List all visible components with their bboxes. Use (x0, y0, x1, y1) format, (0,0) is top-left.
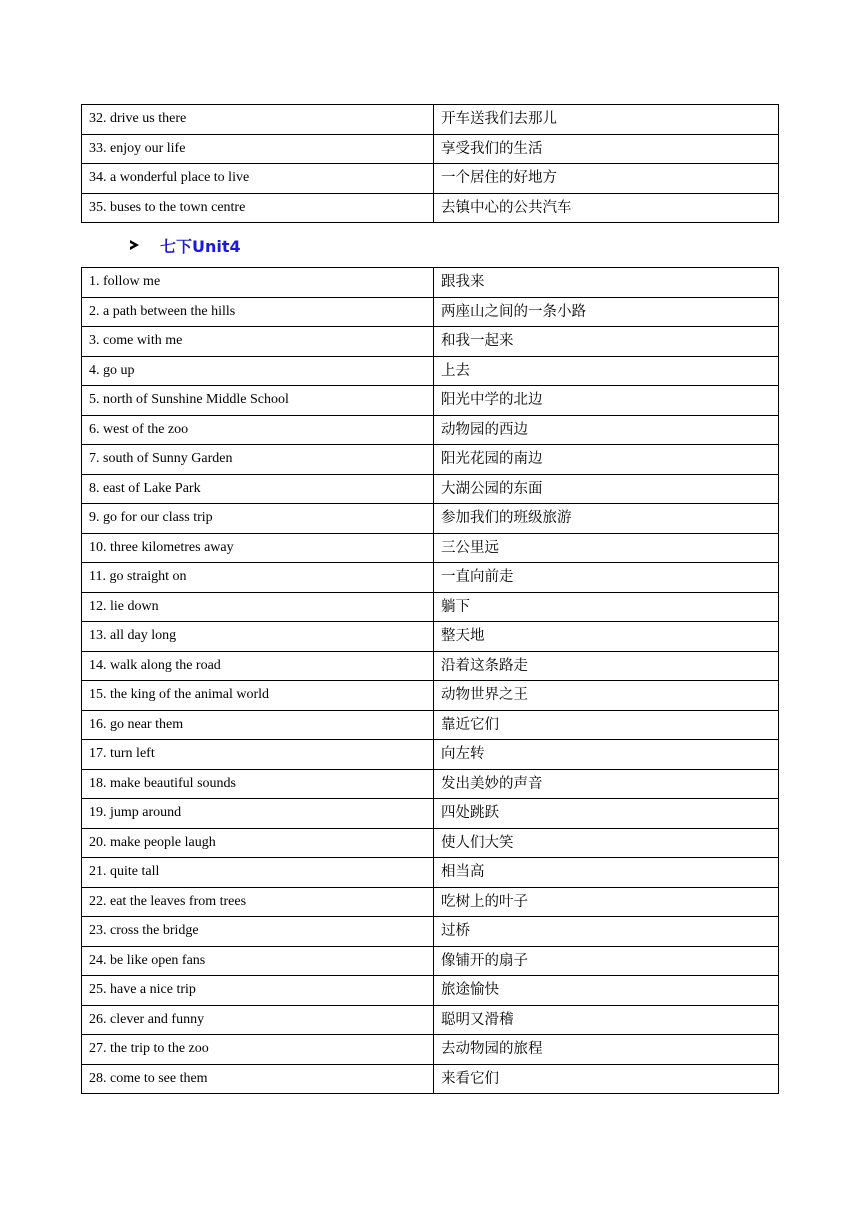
chinese-translation: 发出美妙的声音 (434, 769, 779, 799)
table-row (82, 134, 779, 164)
english-phrase: 15. the king of the animal world (82, 681, 434, 711)
table-row (82, 164, 779, 194)
arrowhead-bullet-icon (130, 240, 139, 250)
chinese-translation: 上去 (434, 356, 779, 386)
chinese-translation: 阳光花园的南边 (434, 445, 779, 475)
chinese-translation: 三公里远 (434, 533, 779, 563)
chinese-translation: 躺下 (434, 592, 779, 622)
table-row (82, 268, 779, 298)
english-phrase: 35. buses to the town centre (82, 193, 434, 223)
english-phrase: 21. quite tall (82, 858, 434, 888)
english-phrase: 33. enjoy our life (82, 134, 434, 164)
english-phrase: 5. north of Sunshine Middle School (82, 386, 434, 416)
english-phrase: 8. east of Lake Park (82, 474, 434, 504)
chinese-translation: 动物园的西边 (434, 415, 779, 445)
chinese-translation: 去镇中心的公共汽车 (434, 193, 779, 223)
chinese-translation: 整天地 (434, 622, 779, 652)
english-phrase: 34. a wonderful place to live (82, 164, 434, 194)
english-phrase: 13. all day long (82, 622, 434, 652)
table-row (82, 297, 779, 327)
table-row (82, 386, 779, 416)
chinese-translation: 一直向前走 (434, 563, 779, 593)
chinese-translation: 参加我们的班级旅游 (434, 504, 779, 534)
table-row (82, 1005, 779, 1035)
chinese-translation: 吃树上的叶子 (434, 887, 779, 917)
chinese-translation: 聪明又滑稽 (434, 1005, 779, 1035)
table-row (82, 946, 779, 976)
english-phrase: 16. go near them (82, 710, 434, 740)
chinese-translation: 动物世界之王 (434, 681, 779, 711)
chinese-translation: 和我一起来 (434, 327, 779, 357)
table-body (82, 268, 779, 1094)
table-row (82, 976, 779, 1006)
chinese-translation: 大湖公园的东面 (434, 474, 779, 504)
table-row (82, 769, 779, 799)
chinese-translation: 开车送我们去那儿 (434, 105, 779, 135)
table-row (82, 799, 779, 829)
english-phrase: 26. clever and funny (82, 1005, 434, 1035)
chinese-translation: 一个居住的好地方 (434, 164, 779, 194)
table-row (82, 710, 779, 740)
english-phrase: 23. cross the bridge (82, 917, 434, 947)
table-row (82, 356, 779, 386)
english-phrase: 1. follow me (82, 268, 434, 298)
chinese-translation: 使人们大笑 (434, 828, 779, 858)
chinese-translation: 旅途愉快 (434, 976, 779, 1006)
table-row (82, 592, 779, 622)
table-row (82, 651, 779, 681)
english-phrase: 12. lie down (82, 592, 434, 622)
chinese-translation: 四处跳跃 (434, 799, 779, 829)
chinese-translation: 享受我们的生活 (434, 134, 779, 164)
table-row (82, 917, 779, 947)
english-phrase: 18. make beautiful sounds (82, 769, 434, 799)
chinese-translation: 跟我来 (434, 268, 779, 298)
english-phrase: 32. drive us there (82, 105, 434, 135)
table-row (82, 740, 779, 770)
table-row (82, 504, 779, 534)
table-row (82, 622, 779, 652)
section-heading (130, 233, 241, 257)
chinese-translation: 过桥 (434, 917, 779, 947)
table-row (82, 445, 779, 475)
english-phrase: 3. come with me (82, 327, 434, 357)
english-phrase: 2. a path between the hills (82, 297, 434, 327)
english-phrase: 11. go straight on (82, 563, 434, 593)
table-row (82, 887, 779, 917)
english-phrase: 9. go for our class trip (82, 504, 434, 534)
vocab-table-unit4 (81, 267, 779, 1094)
chinese-translation: 来看它们 (434, 1064, 779, 1094)
english-phrase: 22. eat the leaves from trees (82, 887, 434, 917)
english-phrase: 6. west of the zoo (82, 415, 434, 445)
table-row (82, 858, 779, 888)
chinese-translation: 像铺开的扇子 (434, 946, 779, 976)
english-phrase: 25. have a nice trip (82, 976, 434, 1006)
table-row (82, 563, 779, 593)
section-title: 七下Unit4 (160, 236, 241, 256)
english-phrase: 4. go up (82, 356, 434, 386)
table-row (82, 474, 779, 504)
english-phrase: 27. the trip to the zoo (82, 1035, 434, 1065)
chinese-translation: 向左转 (434, 740, 779, 770)
table-body (82, 105, 779, 223)
english-phrase: 7. south of Sunny Garden (82, 445, 434, 475)
chinese-translation: 靠近它们 (434, 710, 779, 740)
chinese-translation: 相当高 (434, 858, 779, 888)
vocab-table-top (81, 104, 779, 223)
english-phrase: 20. make people laugh (82, 828, 434, 858)
english-phrase: 24. be like open fans (82, 946, 434, 976)
english-phrase: 28. come to see them (82, 1064, 434, 1094)
chinese-translation: 两座山之间的一条小路 (434, 297, 779, 327)
english-phrase: 17. turn left (82, 740, 434, 770)
chinese-translation: 阳光中学的北边 (434, 386, 779, 416)
table-row (82, 828, 779, 858)
table-row (82, 1035, 779, 1065)
english-phrase: 14. walk along the road (82, 651, 434, 681)
table-row (82, 105, 779, 135)
table-row (82, 533, 779, 563)
table-row (82, 193, 779, 223)
table-row (82, 681, 779, 711)
chinese-translation: 去动物园的旅程 (434, 1035, 779, 1065)
english-phrase: 19. jump around (82, 799, 434, 829)
table-row (82, 327, 779, 357)
table-row (82, 1064, 779, 1094)
chinese-translation: 沿着这条路走 (434, 651, 779, 681)
english-phrase: 10. three kilometres away (82, 533, 434, 563)
table-row (82, 415, 779, 445)
